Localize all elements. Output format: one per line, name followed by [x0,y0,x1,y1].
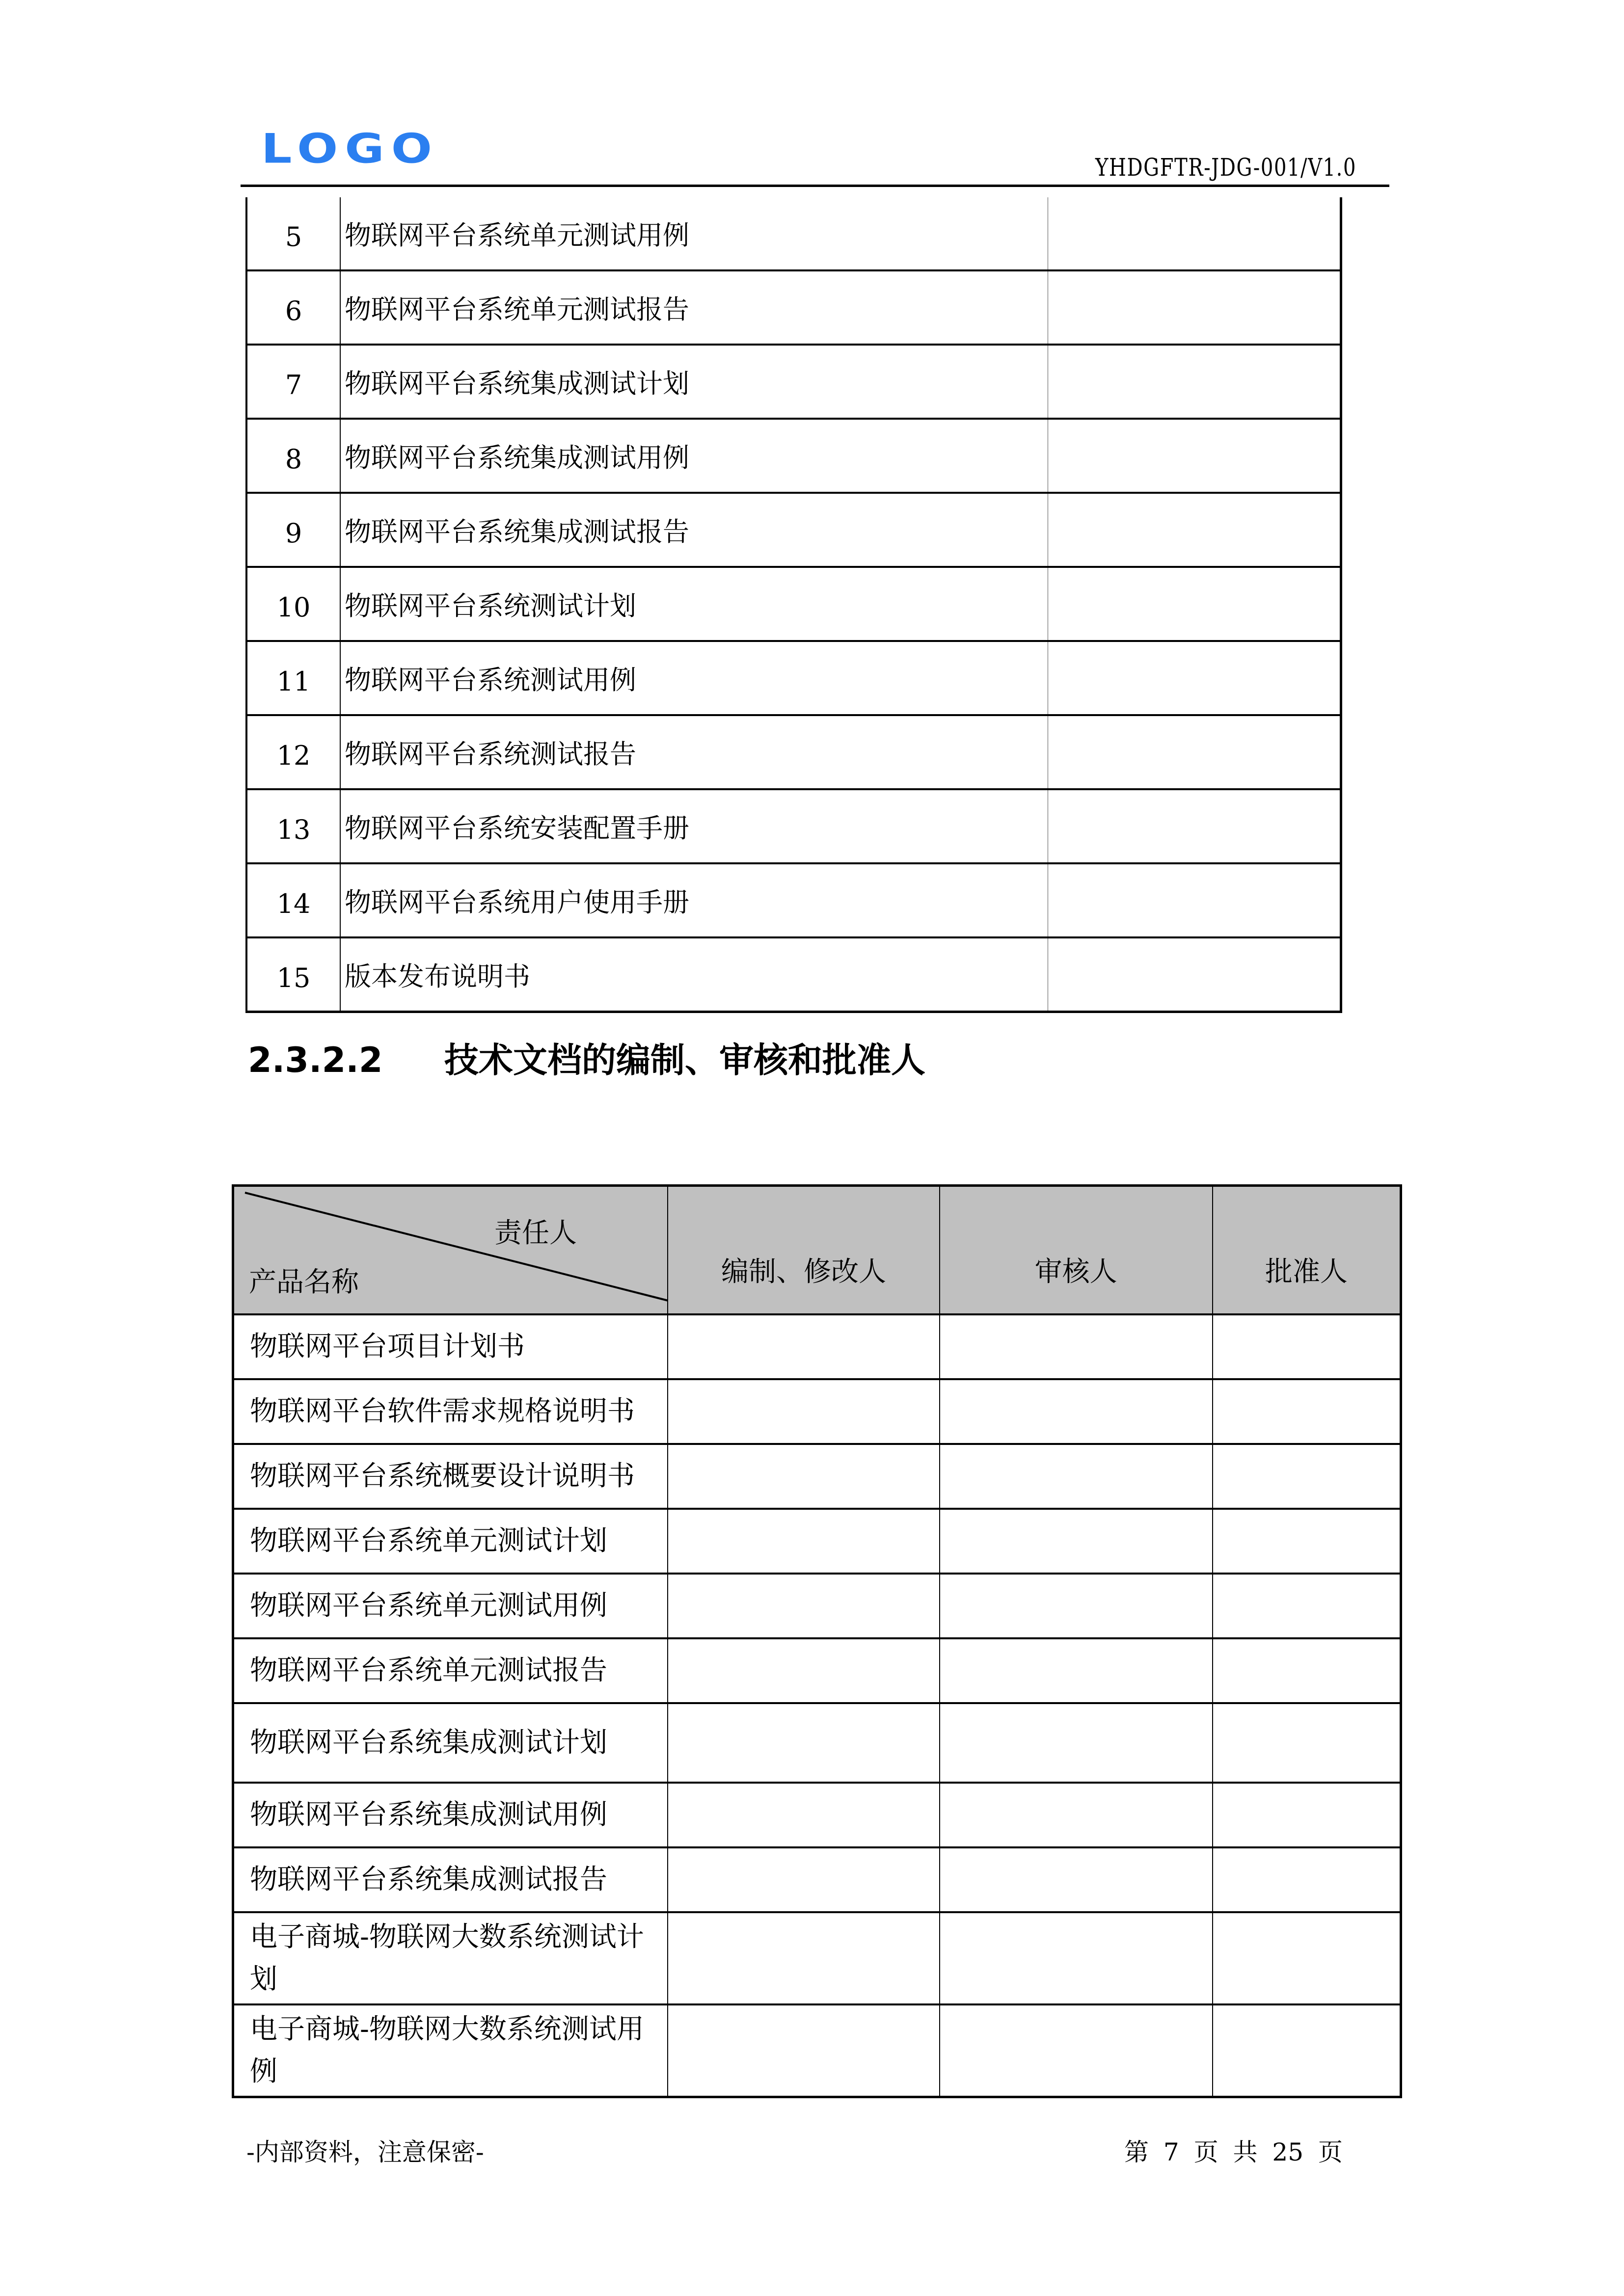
product-name: 物联网平台系统单元测试报告 [233,1638,668,1703]
product-name: 物联网平台系统集成测试报告 [233,1847,668,1912]
confidential-notice: -内部资料，注意保密- [246,2138,484,2166]
document-name: 物联网平台系统集成测试用例 [340,419,1048,493]
note-cell [1048,641,1341,715]
deliverables-table [245,197,1342,1013]
table-row [233,2004,1401,2097]
editor-cell [668,1314,939,1379]
section-title: 技术文档的编制、审核和批准人 [444,1040,925,1080]
note-cell [1048,197,1341,270]
product-name: 物联网平台项目计划书 [233,1314,668,1379]
section-heading [248,1036,925,1085]
approver-cell [1213,1379,1401,1444]
editor-cell [668,1783,939,1847]
editor-cell [668,2004,939,2097]
note-cell [1048,863,1341,937]
note-cell [1048,715,1341,789]
product-name: 物联网平台系统单元测试用例 [233,1574,668,1638]
document-name: 物联网平台系统单元测试报告 [340,270,1048,345]
row-number: 12 [246,715,340,789]
reviewer-cell [940,1574,1213,1638]
product-name: 电子商城-物联网大数系统测试计划 [233,1912,668,2004]
column-header-editor: 编制、修改人 [668,1186,939,1314]
column-header-reviewer: 审核人 [940,1186,1213,1314]
row-number: 8 [246,419,340,493]
reviewer-cell [940,1509,1213,1574]
approver-cell [1213,1444,1401,1509]
table-row [233,1703,1401,1783]
editor-cell [668,1638,939,1703]
document-name: 物联网平台系统单元测试用例 [340,197,1048,270]
note-cell [1048,493,1341,567]
section-number: 2.3.2.2 [248,1040,383,1080]
table-row [246,863,1341,937]
note-cell [1048,270,1341,345]
table-row [233,1379,1401,1444]
product-name: 物联网平台软件需求规格说明书 [233,1379,668,1444]
editor-cell [668,1703,939,1783]
document-name: 物联网平台系统用户使用手册 [340,863,1048,937]
row-number: 10 [246,567,340,641]
product-name-label: 产品名称 [249,1266,359,1298]
document-code: YHDGFTR-JDG-001/V1.0 [1095,153,1356,182]
product-name: 物联网平台系统集成测试计划 [233,1703,668,1783]
row-number: 5 [246,197,340,270]
table-row [233,1783,1401,1847]
document-name: 物联网平台系统安装配置手册 [340,789,1048,863]
note-cell [1048,789,1341,863]
approver-cell [1213,1912,1401,2004]
note-cell [1048,419,1341,493]
document-name: 物联网平台系统测试计划 [340,567,1048,641]
approver-cell [1213,1509,1401,1574]
diagonal-header-cell [233,1186,668,1314]
reviewer-cell [940,1703,1213,1783]
approver-cell [1213,1574,1401,1638]
reviewer-cell [940,1444,1213,1509]
row-number: 14 [246,863,340,937]
product-name: 物联网平台系统概要设计说明书 [233,1444,668,1509]
row-number: 15 [246,937,340,1012]
responsible-label: 责任人 [494,1217,577,1249]
reviewer-cell [940,1379,1213,1444]
editor-cell [668,1574,939,1638]
document-name: 版本发布说明书 [340,937,1048,1012]
table-row [233,1314,1401,1379]
editor-cell [668,1509,939,1574]
row-number: 9 [246,493,340,567]
approver-cell [1213,2004,1401,2097]
table-row [233,1638,1401,1703]
row-number: 7 [246,345,340,419]
note-cell [1048,937,1341,1012]
reviewer-cell [940,1912,1213,2004]
company-logo: LOGO [261,125,439,173]
editor-cell [668,1912,939,2004]
editor-cell [668,1379,939,1444]
editor-cell [668,1847,939,1912]
table-header-row [233,1186,1401,1314]
table-row [233,1574,1401,1638]
table-row [246,789,1341,863]
table-row [246,419,1341,493]
table-row [246,345,1341,419]
column-header-approver: 批准人 [1213,1186,1401,1314]
responsibility-table [232,1184,1402,2098]
table-row [246,641,1341,715]
product-name: 物联网平台系统单元测试计划 [233,1509,668,1574]
table-row [246,493,1341,567]
table-row [233,1912,1401,2004]
row-number: 13 [246,789,340,863]
editor-cell [668,1444,939,1509]
approver-cell [1213,1847,1401,1912]
table-row [246,715,1341,789]
table-row [233,1509,1401,1574]
header-divider [241,185,1389,187]
row-number: 6 [246,270,340,345]
note-cell [1048,567,1341,641]
table-row [246,937,1341,1012]
reviewer-cell [940,1638,1213,1703]
page-number: 第 7 页 共 25 页 [1124,2138,1343,2166]
document-name: 物联网平台系统测试用例 [340,641,1048,715]
table-row [233,1847,1401,1912]
approver-cell [1213,1783,1401,1847]
product-name: 电子商城-物联网大数系统测试用例 [233,2004,668,2097]
table-row [233,1444,1401,1509]
approver-cell [1213,1638,1401,1703]
reviewer-cell [940,2004,1213,2097]
document-name: 物联网平台系统集成测试计划 [340,345,1048,419]
approver-cell [1213,1314,1401,1379]
reviewer-cell [940,1783,1213,1847]
approver-cell [1213,1703,1401,1783]
table-row [246,197,1341,270]
table-row [246,567,1341,641]
document-name: 物联网平台系统集成测试报告 [340,493,1048,567]
row-number: 11 [246,641,340,715]
document-name: 物联网平台系统测试报告 [340,715,1048,789]
note-cell [1048,345,1341,419]
table-row [246,270,1341,345]
product-name: 物联网平台系统集成测试用例 [233,1783,668,1847]
reviewer-cell [940,1847,1213,1912]
reviewer-cell [940,1314,1213,1379]
